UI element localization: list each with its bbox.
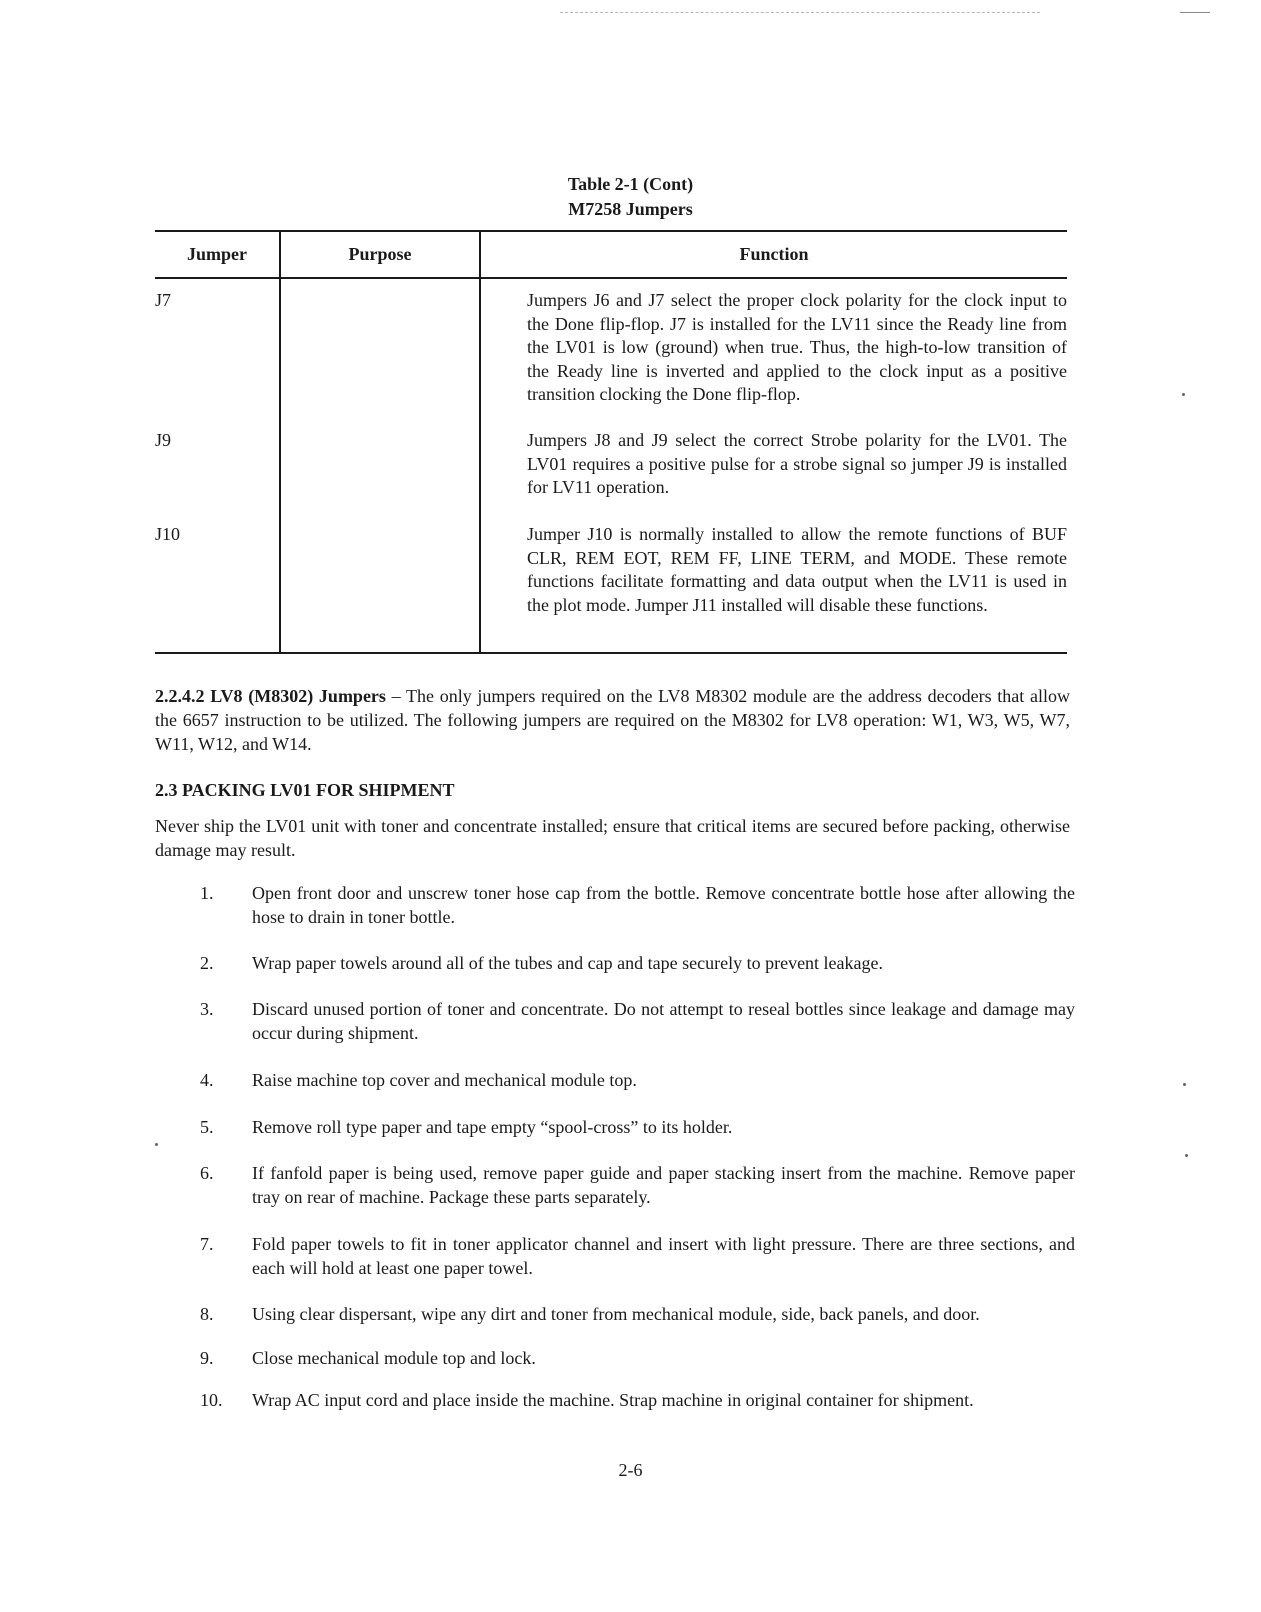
jumper-function: Jumpers J8 and J9 select the correct Strobe polarity for the LV01. The LV01 requires a positive pulse for a strobe signal so jumper J9 is installed for LV11 operation. — [527, 430, 1067, 497]
step-text: Raise machine top cover and mechanical module top. — [252, 1070, 637, 1090]
table-caption-title: Table 2-1 (Cont) — [567, 174, 694, 194]
step-number: 7. — [200, 1234, 214, 1254]
scan-speck — [1185, 1154, 1188, 1157]
table-body — [155, 279, 1067, 652]
scan-artifact-mark — [1180, 12, 1210, 13]
lv8-heading: 2.2.4.2 LV8 (M8302) Jumpers — [155, 686, 386, 706]
scan-speck — [1182, 393, 1185, 396]
table-caption-subtitle: M7258 Jumpers — [568, 199, 693, 219]
packing-intro: Never ship the LV01 unit with toner and concentrate installed; ensure that critical items are secured before packing, otherwise damage may result. — [155, 816, 1070, 860]
step-text: Discard unused portion of toner and concentrate. Do not attempt to reseal bottles since leakage and damage may occur during shipment. — [252, 999, 1075, 1043]
step-number: 5. — [200, 1117, 214, 1137]
page-number: 2-6 — [618, 1460, 643, 1480]
step-text: Remove roll type paper and tape empty “spool-cross” to its holder. — [252, 1117, 733, 1137]
table-header-row — [155, 232, 1067, 279]
step-text: Close mechanical module top and lock. — [252, 1348, 536, 1368]
step-text: If fanfold paper is being used, remove paper guide and paper stacking insert from the machine. Remove paper tray on rear of machine. Package these parts separately. — [252, 1163, 1075, 1207]
jumper-id: J7 — [155, 290, 172, 310]
jumper-function: Jumper J10 is normally installed to allow the remote functions of BUF CLR, REM EOT, REM FF, LINE TERM, and MODE. These remote functions facilitate formatting and data output when the LV11 is used in the plot mode. Jumper J11 installed will disable these functions. — [527, 524, 1067, 615]
lv8-body: – The only jumpers required on the LV8 M8302 module are the address decoders that allow the 6657 instruction to be utilized. The following jumpers are required on the M8302 for LV8 operation: W1, W3, W5, W7, W11, W12, and W14. — [155, 686, 1070, 754]
step-number: 4. — [200, 1070, 214, 1090]
step-text: Wrap AC input cord and place inside the machine. Strap machine in original container for shipment. — [252, 1390, 974, 1410]
table-caption — [0, 172, 1261, 222]
step-number: 3. — [200, 999, 214, 1019]
jumpers-table — [155, 230, 1067, 654]
lv8-jumpers-paragraph — [155, 684, 1070, 756]
step-number: 10. — [200, 1390, 223, 1410]
header-function: Function — [739, 244, 809, 264]
column-divider — [279, 279, 281, 652]
step-number: 9. — [200, 1348, 214, 1368]
jumper-function: Jumpers J6 and J7 select the proper clock polarity for the clock input to the Done flip-flop. J7 is installed for the LV11 since the Ready line from the LV01 is low (ground) when true. Thus, the high-to-low transition of the Ready line is inverted and applied to the clock input as a positive transition clocking the Done flip-flop. — [527, 290, 1067, 404]
scan-speck — [1183, 1083, 1186, 1086]
jumper-id: J9 — [155, 430, 172, 450]
step-number: 8. — [200, 1304, 214, 1324]
scan-artifact-line — [560, 12, 1040, 13]
scan-speck — [155, 1143, 158, 1146]
step-text: Using clear dispersant, wipe any dirt and toner from mechanical module, side, back panels, and door. — [252, 1304, 980, 1324]
step-text: Fold paper towels to fit in toner applicator channel and insert with light pressure. There are three sections, and each will hold at least one paper towel. — [252, 1234, 1075, 1278]
jumper-id: J10 — [155, 524, 181, 544]
step-number: 1. — [200, 883, 214, 903]
step-text: Open front door and unscrew toner hose cap from the bottle. Remove concentrate bottle hose after allowing the hose to drain in toner bottle. — [252, 883, 1075, 927]
header-purpose: Purpose — [348, 244, 412, 264]
packing-heading: 2.3 PACKING LV01 FOR SHIPMENT — [155, 780, 455, 800]
header-jumper: Jumper — [187, 244, 247, 264]
step-text: Wrap paper towels around all of the tubes and cap and tape securely to prevent leakage. — [252, 953, 884, 973]
column-divider — [479, 279, 481, 652]
step-number: 6. — [200, 1163, 214, 1183]
step-number: 2. — [200, 953, 214, 973]
